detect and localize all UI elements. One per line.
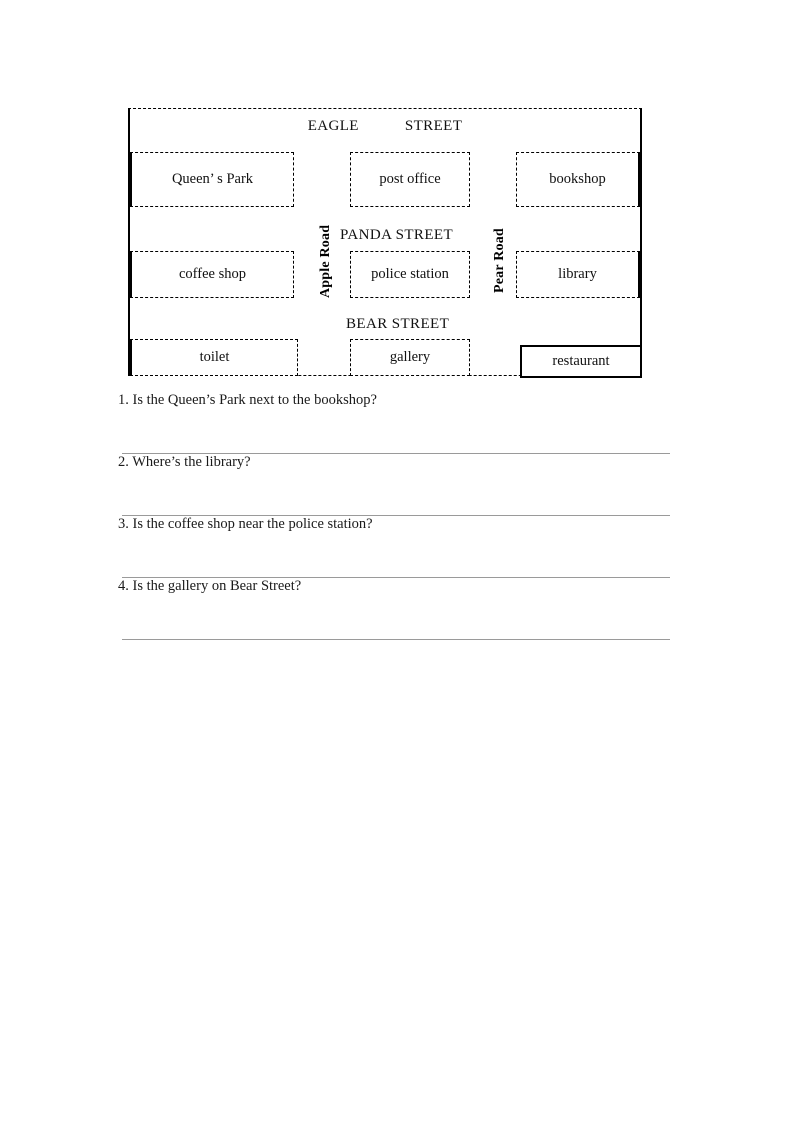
map-building-label: gallery (389, 349, 431, 365)
question-text: 4. Is the gallery on Bear Street? (118, 578, 302, 594)
map-building-post-office (350, 152, 470, 207)
map-building-coffee-shop (130, 251, 294, 298)
map-building-gallery (350, 339, 470, 376)
street-label-eagle-word1: EAGLE (307, 118, 359, 134)
question-item (118, 578, 670, 640)
question-item (118, 454, 670, 516)
street-label-eagle-word2: STREET (404, 118, 463, 134)
road-label-pear-road: Pear Road (492, 228, 507, 293)
map-building-label: toilet (199, 349, 230, 365)
question-text: 2. Where’s the library? (118, 454, 251, 470)
questions-list (118, 392, 670, 640)
question-item (118, 392, 670, 454)
map-building-label: coffee shop (179, 266, 246, 282)
map-building-label: restaurant (552, 353, 610, 369)
map-building-toilet (130, 339, 298, 376)
map-building-label: bookshop (549, 171, 606, 187)
street-label-panda: PANDA STREET (340, 227, 454, 243)
map-building-bookshop (516, 152, 640, 207)
town-map-figure (128, 108, 642, 376)
map-building-label: police station (371, 266, 449, 282)
map-building-restaurant (520, 345, 642, 378)
map-building-label: library (558, 266, 597, 282)
answer-line[interactable] (122, 639, 670, 640)
map-building-police-station (350, 251, 470, 298)
street-label-eagle (128, 118, 642, 135)
map-building-queens-park (130, 152, 294, 207)
question-text: 1. Is the Queen’s Park next to the bookshop? (118, 392, 377, 408)
question-text: 3. Is the coffee shop near the police station? (118, 516, 373, 532)
street-label-bear: BEAR STREET (346, 316, 450, 332)
question-item (118, 516, 670, 578)
map-building-label: post office (379, 171, 441, 187)
map-building-label: Queen’ s Park (171, 171, 254, 187)
road-label-apple-road: Apple Road (318, 224, 333, 298)
map-building-library (516, 251, 640, 298)
